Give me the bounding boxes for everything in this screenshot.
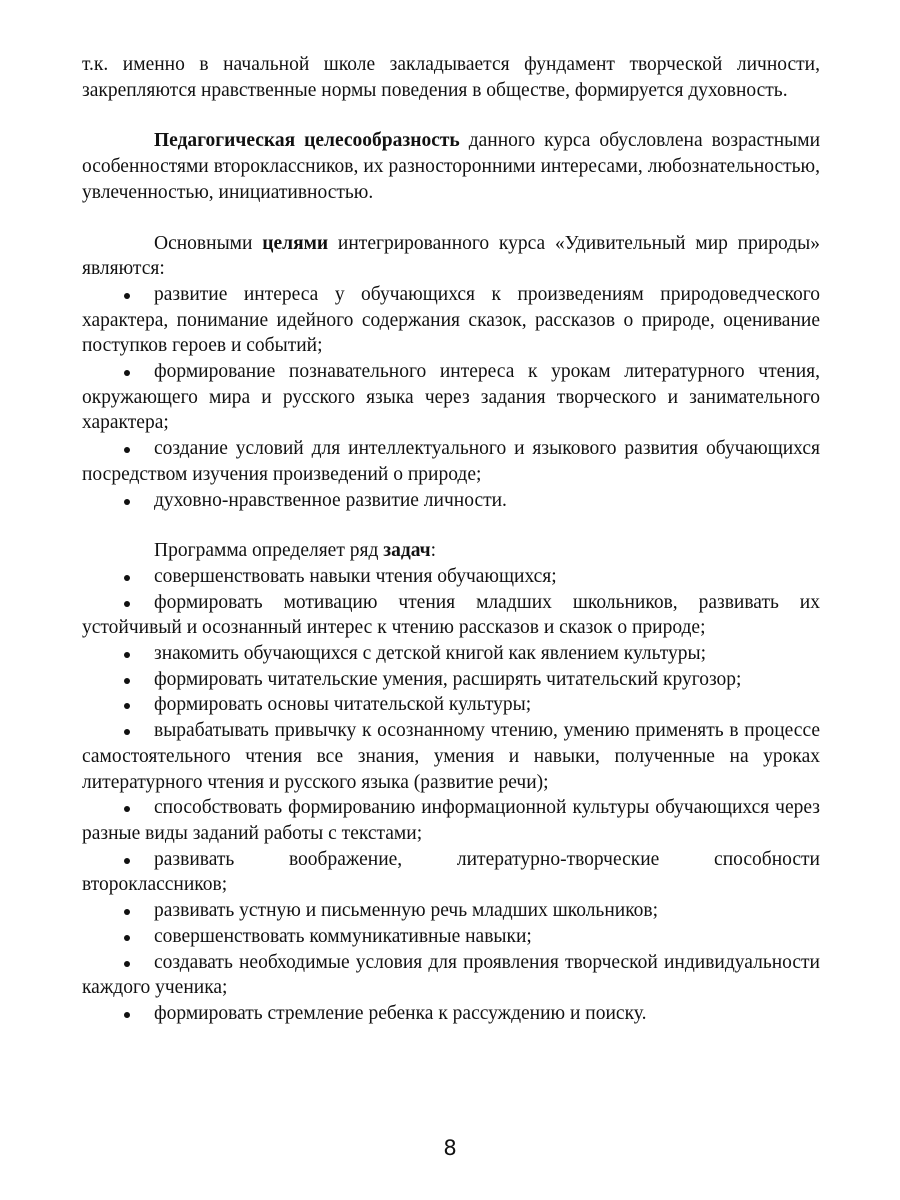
list-item [82,924,820,950]
list-item-text: формировать мотивацию чтения младших школьников, развивать их устойчивый и осознанный интерес к чтению рассказов и сказок о природе; [82,591,820,639]
page-number: 8 [443,1136,457,1160]
list-item [82,718,820,795]
tasks-lead-text: Программа определяет ряд [154,540,384,562]
list-item-text: создание условий для интеллектуального и языкового развития обучающихся посредством изучения произведений о природе; [82,438,820,485]
list-item-text: развивать воображение, литературно-творческие способности второклассников; [82,848,820,896]
tasks-lead-text-end: : [430,540,437,562]
pedagogy-paragraph [82,128,820,205]
goals-lead [82,231,820,282]
list-item [82,795,820,846]
list-item-text: формировать основы читательской культуры; [154,694,532,716]
list-item [82,488,820,514]
list-item-text: духовно-нравственное развитие личности. [154,489,507,511]
list-item [82,667,820,693]
list-item [82,282,820,359]
list-item-text: создавать необходимые условия для проявления творческой индивидуальности каждого ученика; [82,951,820,999]
list-item-text: знакомить обучающихся с детской книгой как явлением культуры; [154,643,707,665]
list-item [82,692,820,718]
list-item-text: вырабатывать привычку к осознанному чтению, умению применять в процессе самостоятельного чтения все знания, умения и навыки, полученные на уроках литературного чтения и русского языка (развитие речи); [82,720,820,793]
intro-paragraph: т.к. именно в начальной школе закладывается фундамент творческой личности, закрепляются нравственные нормы поведения в обществе, формируется духовность. [82,54,820,101]
list-item [82,1001,820,1027]
tasks-list [82,564,820,1027]
list-item-text: способствовать формированию информационной культуры обучающихся через разные виды заданий работы с текстами; [82,797,820,844]
list-item-text: совершенствовать навыки чтения обучающихся; [154,565,557,587]
list-item-text: совершенствовать коммуникативные навыки; [154,925,532,947]
list-item-text: формировать читательские умения, расширять читательский кругозор; [154,668,742,690]
list-item [82,436,820,487]
goals-list [82,282,820,513]
list-item-text: развивать устную и письменную речь младших школьников; [154,900,659,922]
tasks-term: задач [383,540,431,562]
list-item-text: развитие интереса у обучающихся к произведениям природоведческого характера, понимание идейного содержания сказок, рассказов о природе, оценивание поступков героев и событий; [82,283,820,357]
goals-lead-text-end: интегрированного курса «Удивительный мир природы» являются: [82,232,820,280]
document-page [82,52,820,1027]
list-item-text: формировать стремление ребенка к рассуждению и поиску. [154,1002,647,1024]
list-item [82,641,820,667]
list-item [82,847,820,898]
list-item-text: формирование познавательного интереса к урокам литературного чтения, окружающего мира и русского языка через задания творческого и занимательного характера; [82,361,820,434]
goals-lead-text: Основными [154,232,263,254]
goals-term: целями [262,232,329,254]
list-item [82,359,820,436]
list-item [82,590,820,641]
tasks-lead [82,538,820,564]
pedagogy-term: Педагогическая целесообразность [154,130,460,152]
list-item [82,898,820,924]
list-item [82,564,820,590]
list-item [82,950,820,1001]
pedagogy-text: данного курса обусловлена возрастными особенностями второклассников, их разносторонними интересами, любознательностью, увлеченностью, инициативностью. [82,130,821,203]
